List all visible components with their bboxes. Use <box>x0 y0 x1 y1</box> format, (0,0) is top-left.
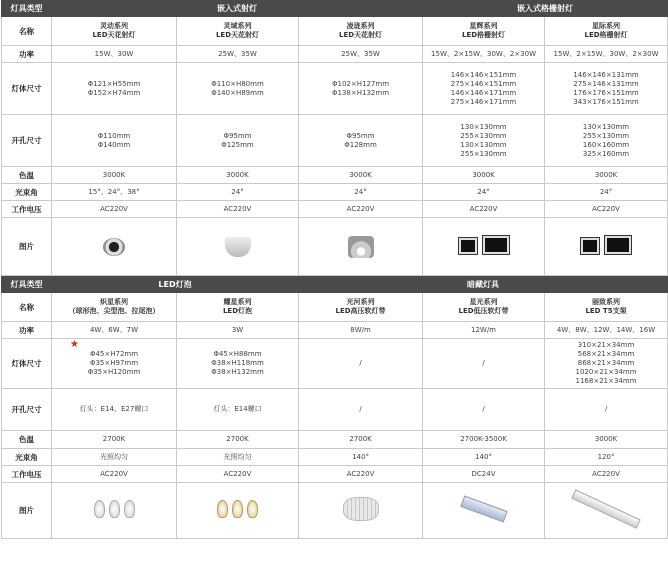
power-value: 25W、35W <box>299 46 423 63</box>
crystal-bulb-icon <box>232 500 243 518</box>
cct-value: 3000K <box>52 167 177 184</box>
product-image <box>299 483 423 539</box>
hole-value: Φ110mm Φ140mm <box>52 115 177 167</box>
cct-value: 2700K <box>52 431 177 449</box>
size-value: / <box>423 339 545 389</box>
cct-value: 2700K-3500K <box>423 431 545 449</box>
voltage-value: AC220V <box>52 466 177 483</box>
product-image <box>177 218 299 276</box>
hole-value: / <box>545 389 668 431</box>
product-name: 灵域系列 LED天花射灯 <box>177 17 299 46</box>
size-value: 146×146×131mm 275×146×131mm 176×176×151mm 343×176×151mm <box>545 63 668 115</box>
hole-value: / <box>299 389 423 431</box>
filament-bulb-icon <box>94 500 105 518</box>
row-label-beam: 光束角 <box>2 184 52 201</box>
hole-value: 灯头：E14、E27螺口 <box>52 389 177 431</box>
product-name: 光河系列 LED高压软灯带 <box>299 293 423 322</box>
cct-value: 2700K <box>177 431 299 449</box>
cct-value: 3000K <box>423 167 545 184</box>
row-label-hole: 开孔尺寸 <box>2 389 52 431</box>
hole-value: 130×130mm 255×130mm 130×130mm 255×130mm <box>423 115 545 167</box>
voltage-value: AC220V <box>177 466 299 483</box>
beam-value: 24° <box>299 184 423 201</box>
type-label: 灯具类型 <box>2 277 52 293</box>
row-label-power: 功率 <box>2 46 52 63</box>
power-value: 25W、35W <box>177 46 299 63</box>
product-name: 凌珑系列 LED天花射灯 <box>299 17 423 46</box>
row-label-size: 灯体尺寸 <box>2 63 52 115</box>
row-label-hole: 开孔尺寸 <box>2 115 52 167</box>
product-image <box>177 483 299 539</box>
hole-value: Φ95mm Φ128mm <box>299 115 423 167</box>
product-name: 星辉系列 LED格栅射灯 <box>423 17 545 46</box>
voltage-value: AC220V <box>545 466 668 483</box>
product-image <box>52 218 177 276</box>
beam-value: 15°、24°、38° <box>52 184 177 201</box>
beam-value: 140° <box>299 449 423 466</box>
grille-light-icon <box>483 236 509 254</box>
size-value: Φ45×H88mm Φ38×H118mm Φ38×H132mm <box>177 339 299 389</box>
group-led-bulb: LED灯泡 <box>52 277 299 293</box>
row-label-voltage: 工作电压 <box>2 466 52 483</box>
product-image <box>423 218 545 276</box>
group-grille-spotlight: 嵌入式格栅射灯 <box>423 1 668 17</box>
row-label-image: 图片 <box>2 483 52 539</box>
row-label-name: 名称 <box>2 293 52 322</box>
hole-value: Φ95mm Φ125mm <box>177 115 299 167</box>
downlight-round-icon <box>103 238 125 256</box>
group-concealed-light: 暗藏灯具 <box>299 277 668 293</box>
lower-spec-table <box>1 276 668 539</box>
size-value: Φ110×H80mm Φ140×H89mm <box>177 63 299 115</box>
grille-light-icon <box>581 238 599 254</box>
cct-value: 3000K <box>299 167 423 184</box>
power-value: 15W、30W <box>52 46 177 63</box>
crystal-bulb-icon <box>247 500 258 518</box>
product-name: 星际系列 LED格栅射灯 <box>545 17 668 46</box>
voltage-value: AC220V <box>423 201 545 218</box>
power-value: 3W <box>177 322 299 339</box>
power-value: 12W/m <box>423 322 545 339</box>
size-value: Φ102×H127mm Φ138×H132mm <box>299 63 423 115</box>
row-label-voltage: 工作电压 <box>2 201 52 218</box>
beam-value: 光照均匀 <box>177 449 299 466</box>
row-label-cct: 色温 <box>2 431 52 449</box>
size-value: 146×146×151mm 275×146×151mm 146×146×171mm 275×146×171mm <box>423 63 545 115</box>
beam-value: 光照均匀 <box>52 449 177 466</box>
product-name: 丽致系列 LED T5支架 <box>545 293 668 322</box>
row-label-size: 灯体尺寸 <box>2 339 52 389</box>
cct-value: 3000K <box>177 167 299 184</box>
beam-value: 140° <box>423 449 545 466</box>
cct-value: 2700K <box>299 431 423 449</box>
hole-value: 130×130mm 255×130mm 160×160mm 325×160mm <box>545 115 668 167</box>
voltage-value: AC220V <box>545 201 668 218</box>
row-label-cct: 色温 <box>2 167 52 184</box>
product-image <box>423 483 545 539</box>
voltage-value: AC220V <box>299 201 423 218</box>
power-value: 15W、2×15W、30W、2×30W <box>545 46 668 63</box>
product-name: 星光系列 LED低压软灯带 <box>423 293 545 322</box>
cct-value: 3000K <box>545 167 668 184</box>
hole-value: / <box>423 389 545 431</box>
size-value: 310×21×34mm 568×21×34mm 868×21×34mm 1020×21×34mm 1168×21×34mm <box>545 339 668 389</box>
led-strip-icon <box>343 497 379 521</box>
row-label-image: 图片 <box>2 218 52 276</box>
beam-value: 24° <box>545 184 668 201</box>
star-icon: ★ <box>70 339 79 350</box>
product-name: 灵动系列 LED天花射灯 <box>52 17 177 46</box>
beam-value: 120° <box>545 449 668 466</box>
voltage-value: AC220V <box>177 201 299 218</box>
power-value: 8W/m <box>299 322 423 339</box>
hole-value: 灯头：E14螺口 <box>177 389 299 431</box>
product-image <box>299 218 423 276</box>
product-name: 耀星系列 LED灯泡 <box>177 293 299 322</box>
row-label-power: 功率 <box>2 322 52 339</box>
size-value: ★ Φ45×H72mm Φ35×H97mm Φ35×H120mm <box>52 339 177 389</box>
led-strip-icon <box>460 495 507 522</box>
row-label-name: 名称 <box>2 17 52 46</box>
crystal-bulb-icon <box>217 500 228 518</box>
t5-tube-icon <box>571 489 640 528</box>
row-label-beam: 光束角 <box>2 449 52 466</box>
downlight-white-icon <box>225 237 251 257</box>
voltage-value: AC220V <box>52 201 177 218</box>
beam-value: 24° <box>423 184 545 201</box>
power-value: 15W、2×15W、30W、2×30W <box>423 46 545 63</box>
size-value: Φ121×H55mm Φ152×H74mm <box>52 63 177 115</box>
voltage-value: AC220V <box>299 466 423 483</box>
size-value: / <box>299 339 423 389</box>
type-label: 灯具类型 <box>2 1 52 17</box>
filament-bulb-icon <box>124 500 135 518</box>
downlight-adjustable-icon <box>348 236 374 258</box>
cct-value: 3000K <box>545 431 668 449</box>
upper-spec-table <box>1 0 668 276</box>
product-name: 炽星系列 （球形泡、尖型泡、拉尾泡） <box>52 293 177 322</box>
power-value: 4W、8W、12W、14W、16W <box>545 322 668 339</box>
product-image <box>52 483 177 539</box>
power-value: 4W、6W、7W <box>52 322 177 339</box>
grille-light-icon <box>605 236 631 254</box>
product-image <box>545 218 668 276</box>
grille-light-icon <box>459 238 477 254</box>
group-recessed-spotlight: 嵌入式射灯 <box>52 1 423 17</box>
beam-value: 24° <box>177 184 299 201</box>
filament-bulb-icon <box>109 500 120 518</box>
product-image <box>545 483 668 539</box>
voltage-value: DC24V <box>423 466 545 483</box>
